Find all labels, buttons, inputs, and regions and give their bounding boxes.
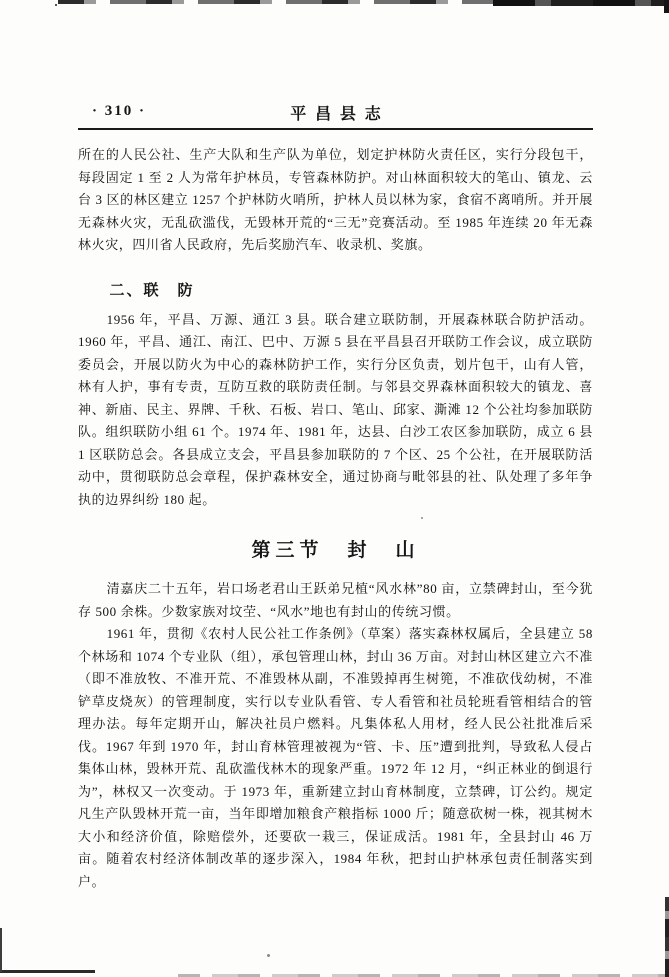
heading-section-three-fengshan: 第三节 封 山 bbox=[251, 540, 420, 561]
book-title: 平昌县志 bbox=[290, 106, 390, 123]
page-number: · 310 · bbox=[92, 103, 147, 119]
paragraph-joint-defense: 1956 年，平昌、万源、通江 3 县。联合建立联防制，开展森林联合防护活动。1960 年，平昌、通江、南江、巴中、万源 5 县在平昌县召开联防工作会议，成立联防委员会，开展以防火为中心的森林防护工作，实行分区负责，划片包干，山有人管，林有人护，事有专责，互防互救的联防责任制。与邻县交界森林面积较大的镇龙、喜神、新庙、民主、界牌、千秋、石板、岩口、笔山、邱家、澌滩 12 个公社均参加联防队。组织联防小组 61 个。1974 年、1981 年，达县、白沙工农区参加联防，成立 6 县 1 区联防总会。各县成立支会，平昌县参加联防的 7 个区、25 个公社，在开展联防活动中，贯彻联防总会章程，保护森林安全，通过协商与毗邻县的社、队处理了多年争执的边界纠纷 180 起。 bbox=[78, 311, 593, 507]
scan-edge-artifact-top bbox=[58, 0, 493, 4]
scan-speck bbox=[267, 954, 270, 957]
heading-joint-defense: 二、联 防 bbox=[109, 282, 195, 299]
scan-edge-artifact-right-bottom bbox=[665, 897, 669, 977]
paragraph-fengshan-policy: 1961 年，贯彻《农村人民公社工作条例》（草案）落实森林权属后，全县建立 58 个林场和 1074 个专业队（组），承包管理山林，封山 36 万亩。对封山林区建立六不准（即不准放牧、不准开荒、不准毁林从副，不准毁掉再生树篼，不准砍伐幼树，不准铲草皮烧灰）的管理制度，实行以专业队看管、专人看管和社员轮班看管相结合的管理办法。每年定期开山，解决社员户燃料。凡集体私人用材，经人民公社批准后采伐。1967 年到 1970 年，封山育林管理被视为“管、卡、压”遭到批判，导致私人侵占集体山林，毁林开荒、乱砍滥伐林木的现象严重。1972 年 12 月，“纠正林业的倒退行为”，林权又一次变动。于 1973 年，重新建立封山育林制度，立禁碑，订公约。规定凡生产队毁林开荒一亩，当年即增加粮食产粮指标 1000 斤；随意砍树一株，视其树木大小和经济价值，除赔偿外，还要砍一栽三，保证成活。1981 年，全县封山 46 万亩。随着农村经济体制改革的逐步深入，1984 年秋，把封山护林承包责任制落实到户。 bbox=[78, 626, 593, 889]
page-content bbox=[78, 100, 593, 893]
scan-edge-artifact-left bbox=[0, 928, 2, 972]
scan-speck bbox=[55, 4, 57, 6]
paragraph-fengshan-history: 清嘉庆二十五年，岩口场老君山王跃弟兄植“风水林”80 亩，立禁碑封山，至今犹存 500 余株。少数家族对坟茔、“风水”地也有封山的传统习惯。 bbox=[78, 581, 593, 619]
paragraph-fire-prevention: 所在的人民公社、生产大队和生产队为单位，划定护林防火责任区，实行分段包干，每段固定 1 至 2 人为常年护林员，专管森林防护。对山林面积较大的笔山、镇龙、云台 3 区的林区建立 1257 个护林防火哨所，护林人员以林为家，食宿不离哨所。并开展无森林火灾，无乱砍滥伐，无毁林开荒的“三无”竞赛活动。至 1985 年连续 20 年无森林火灾，四川省人民政府，先后奖励汽车、收录机、奖旗。 bbox=[78, 147, 593, 252]
running-header bbox=[78, 100, 593, 124]
scan-edge-artifact-right-corner bbox=[664, 0, 669, 13]
scan-edge-artifact-bottom-left bbox=[0, 970, 95, 973]
header-divider bbox=[78, 128, 593, 130]
scan-edge-artifact-top-right bbox=[493, 0, 669, 6]
